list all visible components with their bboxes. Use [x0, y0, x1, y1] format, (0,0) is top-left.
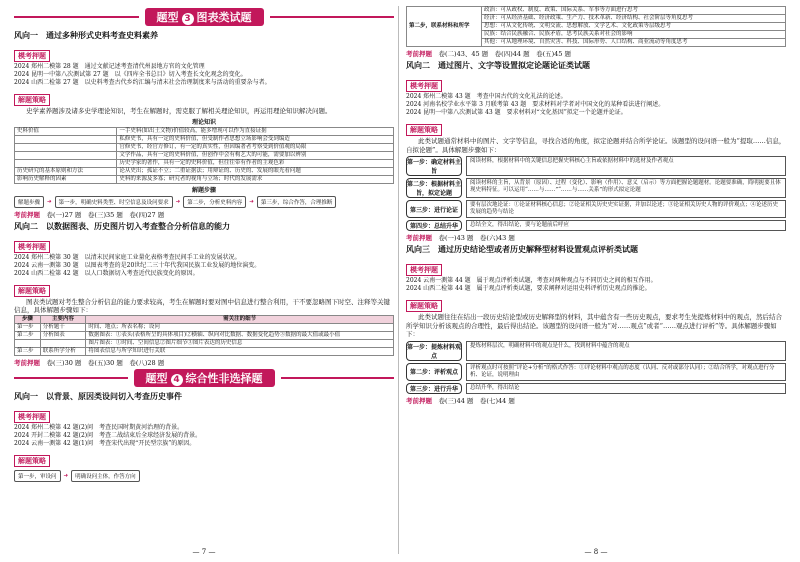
heading-number: 4: [171, 374, 183, 386]
flow-row: [406, 156, 786, 176]
flow-text: 总结全文，得出结论，要与论题前后呼应: [466, 220, 786, 231]
table-header-cell: 步骤: [15, 315, 41, 323]
flow-text: 阅读材料的主旨，从背景（原因）、过程（变化）、影响（作用）、意义（启示）等方面把握论题题材。论题要准确，简明扼要且体现史料特征。可以运用“……与……”“……与……关系”的形式拟定论题: [466, 178, 786, 198]
trend-title: 风向二 以数据图表、历史图片切入考查整合分析信息的能力: [14, 221, 230, 231]
heading-rule: [270, 16, 395, 18]
flow-row: [406, 200, 786, 218]
table-row: [15, 151, 394, 159]
column-divider: [398, 6, 399, 554]
table-cell: 经济：可从经济基础、经济政策、生产力、技术革新、经济结构、社会阶层等角度思考: [482, 15, 786, 23]
tag-strategy: 解题策略: [406, 124, 442, 136]
table-cell: 私修史书，具有一定的史料价值，但受制作者思想立场影响会受到编造: [117, 135, 394, 143]
table-cell: 历史研究的基本原则和方法: [15, 167, 117, 175]
paragraph: 此类试题往往在结出一段历史结论型或历史解释型的材料，其中蕴含有一些历史观点，要求考生先提炼材料中的观点，然后结合所学知识分析该观点的合理性，最后得出结论。该题型的设问语一般为“对……观点”或者“……观点进行评析”等。具体解题步骤如下：: [406, 313, 782, 338]
flow-steps: [406, 341, 786, 394]
table-caption: 理论知识: [191, 118, 216, 126]
table-cell: 分析题干: [40, 323, 86, 331]
trend-title: 风向一 通过多种形式史料考查史料素养: [14, 31, 158, 40]
question-item: 2024 河南名校学业水平第 3 月联考第 43 题 要求材料对学者对中国文化的某种看法进行阐述。: [406, 101, 665, 108]
table-cell: 政治：可从政权、制度、政策、国际关系、军事等方面进行思考: [482, 7, 786, 15]
theory-table: [14, 127, 394, 184]
table-cell: 论从史出；孤证不立；二重证据法；用辩证的、历史的、发展的眼光看问题: [117, 167, 394, 175]
table-row: [15, 143, 394, 151]
table-cell: 联系所学分析: [40, 347, 86, 355]
table-row: [407, 7, 786, 15]
arrow-right-icon: ➜: [47, 198, 52, 205]
page-number-right: — 8 —: [584, 548, 608, 556]
paragraph: 图表类试题对考生整合分析信息的能力要求较高，考生在解题时要对图中信息进行整合利用，干不要忽略图下时空、注释等关键信息，具体解题步骤如下：: [14, 297, 390, 314]
question-list: [14, 424, 394, 448]
steps-flow: [14, 196, 394, 208]
reference-text: 卷(二)43、45 题 卷(四)44 题 卷(五)45 题: [438, 50, 571, 58]
table-cell: [15, 159, 117, 167]
table-row: [15, 323, 394, 331]
question-item: 2024 郑州二模第 42 题(2)问 考查民国时期黄河治理的背景。: [14, 423, 184, 431]
reference-text: 卷(三)44 题 卷(七)44 题: [438, 396, 515, 405]
step-label: 第一步，审设问: [14, 470, 61, 482]
heading-rule: [14, 377, 128, 379]
page-number-left: — 7 —: [192, 548, 216, 556]
tag-strategy: 解题策略: [14, 94, 50, 106]
table-row: [15, 331, 394, 339]
heading-pill: [145, 8, 264, 26]
reference-line: [14, 358, 394, 367]
table-cell: 思想：可从文化传统、文明交流、思想解放、文学艺术、文化政策等层级思考: [482, 23, 786, 31]
flow-row: [406, 363, 786, 381]
table-cell: 史料价值: [15, 127, 117, 135]
table-cell: 时间、地点；所表名称；设问: [86, 323, 394, 331]
flow-label: 第三步：进行升华: [406, 383, 462, 394]
question-item: 2024 云南一测第 44 题 属于观点评析类试题，考查对两种观点与不同历史之间的相互作用。: [406, 277, 657, 284]
heading-rule: [281, 377, 395, 379]
table-cell: [15, 339, 41, 347]
flow-text: 总结升华，得出结论: [466, 383, 786, 394]
right-column: [406, 6, 786, 407]
question-item: 2024 郑州二模第 43 题 考查中国古代的文化礼法的论述。: [406, 93, 567, 100]
table-cell: 一手史料(如出土文物)价值较高，能多增现可以作为直接证据: [117, 127, 394, 135]
table-cell: 第二步: [15, 331, 41, 339]
question-item: 2024 云南一测第 30 题 以图表考查的是20世纪二三十年代我国民族工业发展的地位演变。: [14, 261, 261, 269]
flow-row: [406, 383, 786, 394]
reference-line: [14, 210, 394, 219]
table-cell: 史料的来源及多寡；研究者的视角与立场；时代的发展需求: [117, 175, 394, 183]
table-cell: 官修史书，经官方修订，有一定的真实性，但因编著者考察受到价值观的局限: [117, 143, 394, 151]
reference-text: 卷(三)30 题 卷(五)30 题 卷(八)28 题: [46, 358, 165, 367]
table-header-cell: 需关注的细节: [86, 315, 394, 323]
table-cell: 民族：结合民族融合、民族矛盾，思考民族关系对社会的影响: [482, 31, 786, 39]
question-item: 2024 开封二模第 42 题(2)问 考查二战结束后全球经济发展的背景。: [14, 431, 202, 439]
tag-mock-exam: 模考押题: [14, 50, 50, 62]
table-header-row: [15, 315, 394, 323]
step-box: 第三步，综合作答，合理推断: [257, 196, 337, 208]
steps-caption: 解题步骤: [191, 186, 216, 194]
flow-label: 第四步：总结升华: [406, 220, 462, 231]
table-cell: [15, 135, 117, 143]
table-cell: 分析图表: [40, 331, 86, 339]
tag-mock-exam: 模考押题: [406, 264, 442, 276]
table-header-cell: 主要内容: [40, 315, 86, 323]
question-item: 2024 山西二检第 44 题 属于观点评析类试题，要求阐释对运用史料评析历史观点的推论。: [406, 285, 651, 292]
table-row: [15, 175, 394, 183]
question-item: 2024 昆明一中第八次测试第 27 题 以《四库全书总目》切入考查长文化观念的变化。: [14, 71, 247, 78]
table-row: [15, 159, 394, 167]
flow-label: 第一步：提炼材料观点: [406, 341, 462, 361]
trend-title: 风向三 通过历史结论型或者历史解释型材料设置观点评析类试题: [406, 245, 638, 254]
step-one-row: [14, 470, 394, 482]
section-heading-3: [14, 8, 394, 26]
flow-text: 阅读材料，根据材料中的关键信息把握史料核心主旨或依据材料中的选材及作者观点: [466, 156, 786, 176]
flow-text: 要有层次地论证：①论证材料核心信息；②论证相关历史史实证据，并加以论述；③论证相关历史人物的评价观点；④论述历史发展的趋势与结论: [466, 200, 786, 218]
heading-title: 图表类试题: [196, 11, 252, 24]
tag-strategy: 解题策略: [406, 300, 442, 312]
tag-strategy: 解题策略: [14, 455, 50, 467]
table-cell: 历史学家的著作，具有一定的史料价值，但往往带有作者的主观色彩: [117, 159, 394, 167]
table-row: [15, 167, 394, 175]
question-item: 2024 云南一测第 42 题(1)问 考查宋代出现“开民型宗族”的原因。: [14, 439, 196, 447]
tag-pre-exam: 考前押题: [14, 358, 40, 367]
flow-label: 第三步：进行论证: [406, 200, 462, 218]
table-cell: 将图表信息与所学知识进行关联: [86, 347, 394, 355]
question-item: 2024 郑州二模第 30 题 以清末民间家庭工业量化表格考查民间手工业的发展状况。: [14, 253, 241, 261]
table-row: [15, 347, 394, 355]
flow-text: 评析观点时可按照“评论+分析”的格式作答：①评论材料中观点的态度（认同、反对或部分认同）；②结合所学，对观点进行分析、论证，说明理由: [466, 363, 786, 381]
trend-title: 风向一 以背景、原因类设问切入考查历史事件: [14, 391, 182, 401]
heading-rule: [14, 16, 139, 18]
tag-mock-exam: 模考押题: [14, 241, 50, 253]
heading-prefix: 题型: [145, 371, 168, 385]
table-cell: 文学作品，具有一定的史料价值，但创作中会有构艺大的可能，需要加以辨别: [117, 151, 394, 159]
heading-pill: [134, 369, 275, 387]
question-list: [406, 277, 786, 293]
table-cell: 第二步，联系材料和所学: [407, 7, 482, 47]
reference-text: 卷(一)27 题 卷(三)35 题 卷(四)27 题: [46, 210, 165, 219]
table-cell: 数据图表：①表头(表格所呈的具体项目)②横轴、纵向对比数据、数据变化趋势③数据的最大值或最小值: [86, 331, 394, 339]
question-item: 2024 昆明一中第八次测试第 43 题 要求材料对“文化基因”拟定一个论题并论证。: [406, 109, 627, 116]
question-item: 2024 郑州二模第 28 题 通过文献记述考查清代州县地方官的文化管理: [14, 63, 205, 70]
trend-title: 风向二 通过图片、文字等设置拟定论题论证类试题: [406, 61, 590, 70]
step-text: 明确设问主体，作答方向: [71, 470, 140, 482]
question-item: 2024 山西二检第 42 题 以人口数据切入考查近代民族变化的原因。: [14, 269, 199, 277]
heading-prefix: 题型: [156, 11, 179, 24]
question-list: [14, 63, 394, 87]
left-column: [14, 6, 394, 484]
tag-mock-exam: 模考押题: [14, 411, 50, 423]
table-cell: 第一步: [15, 323, 41, 331]
flow-label: 第一步：确定材料主旨: [406, 156, 462, 176]
tag-pre-exam: 考前押题: [14, 210, 40, 219]
tag-pre-exam: 考前押题: [406, 50, 432, 58]
flow-row: [406, 178, 786, 198]
steps-table: [14, 315, 394, 356]
flow-label: 第二步：评析观点: [406, 363, 462, 381]
heading-number: 3: [182, 13, 194, 25]
flow-row: [406, 341, 786, 361]
table-cell: [15, 151, 117, 159]
arrow-right-icon: ➜: [175, 198, 181, 205]
table-cell: 图片图表：①时间、空间信息②图片细节③图片表达的历史信息: [86, 339, 394, 347]
tag-pre-exam: 考前押题: [406, 234, 432, 242]
table-cell: 其他：可从地理环境、自然灾害、科技、国际形势、人口结构、商业流动等角度思考: [482, 39, 786, 47]
table-cell: [15, 143, 117, 151]
flow-text: 提炼材料层次，明确材料中的观点是什么，找到材料中蕴含的观点: [466, 341, 786, 361]
arrow-right-icon: ➜: [63, 472, 69, 479]
table-row: [15, 127, 394, 135]
table-row: [15, 339, 394, 347]
tag-pre-exam: 考前押题: [406, 396, 432, 405]
reference-line: [406, 396, 786, 405]
table-cell: [40, 339, 86, 347]
step-box: 解题步骤: [14, 196, 44, 208]
question-item: 2024 山西二检第 27 题 以史料考查古代乡约汇编与清末社会治理制度来与活动的重要杂与者。: [14, 79, 271, 86]
tag-strategy: 解题策略: [14, 285, 50, 297]
paragraph: 史学素养题涉及诸多史学理论知识，考生在解题时，需克服了解相关理论知识，再运用理论知识解决问题。: [26, 107, 332, 115]
flow-steps: [406, 156, 786, 231]
heading-title: 综合性非选择题: [185, 371, 263, 385]
table-cell: 第三步: [15, 347, 41, 355]
reference-line: [406, 233, 786, 242]
step-box: 第二步，分析史料内容: [183, 196, 246, 208]
question-list: [14, 254, 394, 278]
table-cell: 影响历史解释的因素: [15, 175, 117, 183]
reference-line: [406, 49, 786, 58]
paragraph: 此类试题通常材料中的图片、文字等信息，寻找合适的角度，拟定论题并结合所学论证。该题型的设问语一般为“提取……信息，自拟论题”。具体解题步骤如下：: [406, 137, 786, 154]
flow-label: 第二步：根据材料主旨，拟定论题: [406, 178, 462, 198]
context-table: [406, 6, 786, 47]
section-heading-4: [14, 369, 394, 387]
reference-text: 卷(一)43 题 卷(六)43 题: [438, 234, 515, 242]
flow-row: [406, 220, 786, 231]
tag-mock-exam: 模考押题: [406, 80, 442, 92]
question-list: [406, 93, 786, 117]
step-box: 第一步，明确史料类型、时空信息及设问要求: [55, 196, 173, 208]
arrow-right-icon: ➜: [249, 198, 254, 205]
table-row: [15, 135, 394, 143]
